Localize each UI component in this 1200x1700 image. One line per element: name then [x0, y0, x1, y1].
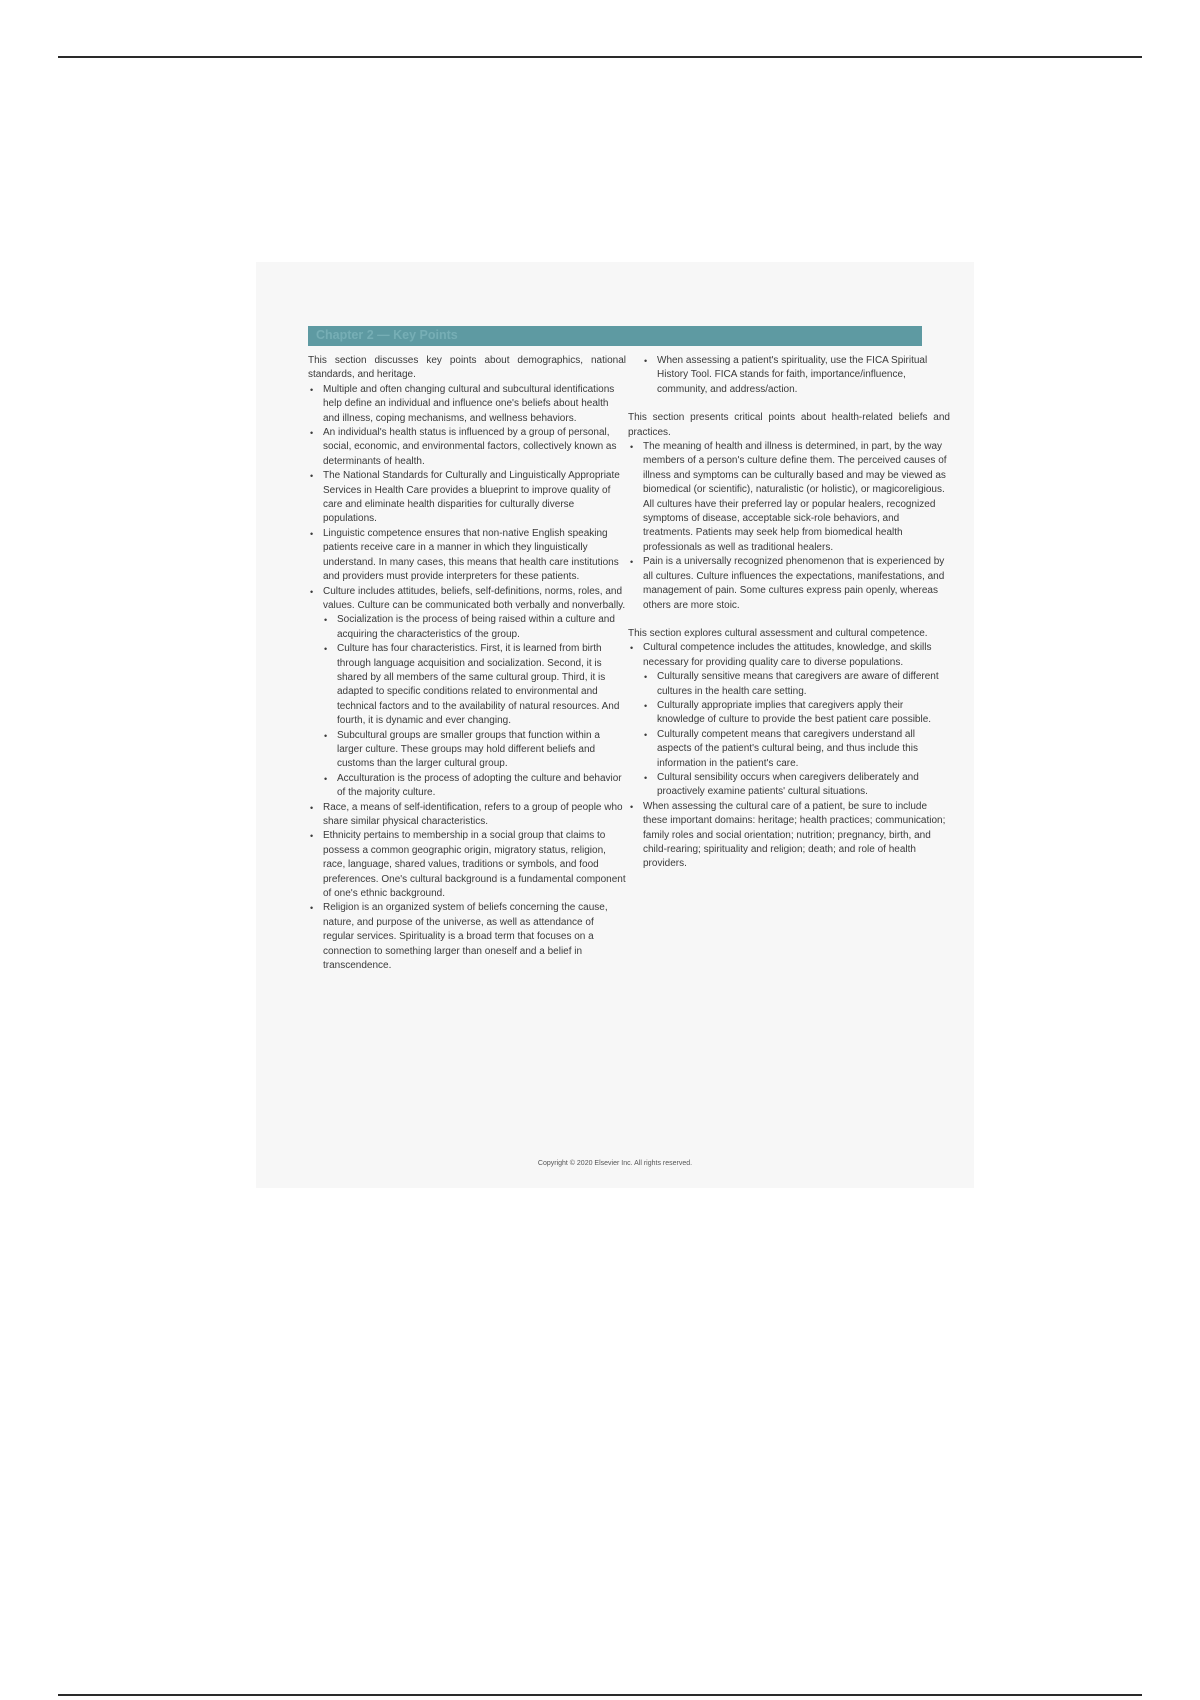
- list-item: • When assessing a patient's spirituality, use the FICA Spiritual History Tool. FICA stands for faith, importance/influence, community, and address/action.: [628, 354, 950, 397]
- bullet-list-fica: [628, 354, 950, 397]
- list-item: • Cultural sensibility occurs when caregivers deliberately and proactively examine patients' cultural situations.: [628, 771, 950, 800]
- list-item: • The meaning of health and illness is determined, in part, by the way members of a person's culture define them. The perceived causes of illness and symptoms can be culturally based and may be viewed as biomedical (or scientific), naturalistic (or holistic), or magicoreligious. All cultures have their preferred lay or popular healers, recognized symptoms of disease, acceptable sick-role behaviors, and treatments. Patients may seek help from biomedical health professionals as well as traditional healers.: [628, 440, 950, 555]
- document-page: [256, 262, 974, 1188]
- top-divider: [58, 56, 1142, 58]
- list-item: • Pain is a universally recognized phenomenon that is experienced by all cultures. Culture influences the expectations, manifestations, and management of pain. Some cultures express pain openly, whereas others are more stoic.: [628, 555, 950, 613]
- list-item: • Acculturation is the process of adopting the culture and behavior of the majority culture.: [308, 772, 626, 801]
- list-item: • Culture has four characteristics. First, it is learned from birth through language acquisition and socialization. Second, it is shared by all members of the same cultural group. Third, it is adapted to specific conditions related to environmental and technical factors and to the availability of natural resources. And fourth, it is dynamic and ever changing.: [308, 642, 626, 728]
- list-item: • Culturally sensitive means that caregivers are aware of different cultures in the health care setting.: [628, 670, 950, 699]
- list-item: • Religion is an organized system of beliefs concerning the cause, nature, and purpose of the universe, as well as attendance of regular services. Spirituality is a broad term that focuses on a connection to something larger than oneself and a belief in transcendence.: [308, 901, 626, 973]
- bullet-list-health-beliefs: [628, 440, 950, 613]
- list-item: • Culturally appropriate implies that caregivers apply their knowledge of culture to provide the best patient care possible.: [628, 699, 950, 728]
- list-item: • When assessing the cultural care of a patient, be sure to include these important domains: heritage; health practices; communication; family roles and social orientation; nutrition; pregnancy, birth, and child-rearing; spirituality and religion; death; and role of health providers.: [628, 800, 950, 872]
- list-item: • An individual's health status is influenced by a group of personal, social, economic, and environmental factors, collectively known as determinants of health.: [308, 426, 626, 469]
- right-column: [628, 354, 950, 872]
- list-item: • Race, a means of self-identification, refers to a group of people who share similar physical characteristics.: [308, 801, 626, 830]
- copyright-footer: Copyright © 2020 Elsevier Inc. All rights reserved.: [537, 1160, 693, 1167]
- list-item: • Socialization is the process of being raised within a culture and acquiring the characteristics of the group.: [308, 613, 626, 642]
- chapter-banner: [308, 326, 922, 346]
- list-item: • Ethnicity pertains to membership in a social group that claims to possess a common geographic origin, migratory status, religion, race, language, shared values, traditions or symbols, and food preferences. One's cultural background is a fundamental component of one's ethnic background.: [308, 829, 626, 901]
- bottom-divider: [58, 1694, 1142, 1696]
- section-intro-cultural-competence: This section explores cultural assessment and cultural competence.: [628, 627, 928, 639]
- list-item: • Culturally competent means that caregivers understand all aspects of the patient's cultural being, and thus include this information in the patient's care.: [628, 728, 950, 771]
- sub-bullet-list-competence: [628, 670, 950, 800]
- list-item: • Cultural competence includes the attitudes, knowledge, and skills necessary for providing quality care to diverse populations.: [628, 641, 950, 670]
- list-item: • The National Standards for Culturally and Linguistically Appropriate Services in Health Care provides a blueprint to improve quality of care and eliminate health disparities for culturally diverse populations.: [308, 469, 626, 527]
- list-item: • Multiple and often changing cultural and subcultural identifications help define an individual and influence one's beliefs about health and illness, coping mechanisms, and wellness behaviors.: [308, 383, 626, 426]
- sub-bullet-list-culture: [308, 613, 626, 800]
- section-intro-health-beliefs: This section presents critical points about health-related beliefs and practices.: [628, 412, 950, 438]
- bullet-list-competence: [628, 641, 950, 670]
- chapter-title: Chapter 2 — Key Points: [316, 328, 458, 342]
- bullet-list-domains: [628, 800, 950, 872]
- section-intro-demographics: This section discusses key points about demographics, national standards, and heritage.: [308, 355, 626, 381]
- list-item: • Subcultural groups are smaller groups that function within a larger culture. These groups may hold different beliefs and customs than the larger cultural group.: [308, 729, 626, 772]
- bullet-list-race-ethnicity: [308, 801, 626, 974]
- list-item: • Culture includes attitudes, beliefs, self-definitions, norms, roles, and values. Culture can be communicated both verbally and nonverbally.: [308, 585, 626, 614]
- list-item: • Linguistic competence ensures that non-native English speaking patients receive care in a manner in which they linguistically understand. In many cases, this means that health care institutions and providers must provide interpreters for these patients.: [308, 527, 626, 585]
- bullet-list-demographics: [308, 383, 626, 614]
- left-column: [308, 354, 626, 973]
